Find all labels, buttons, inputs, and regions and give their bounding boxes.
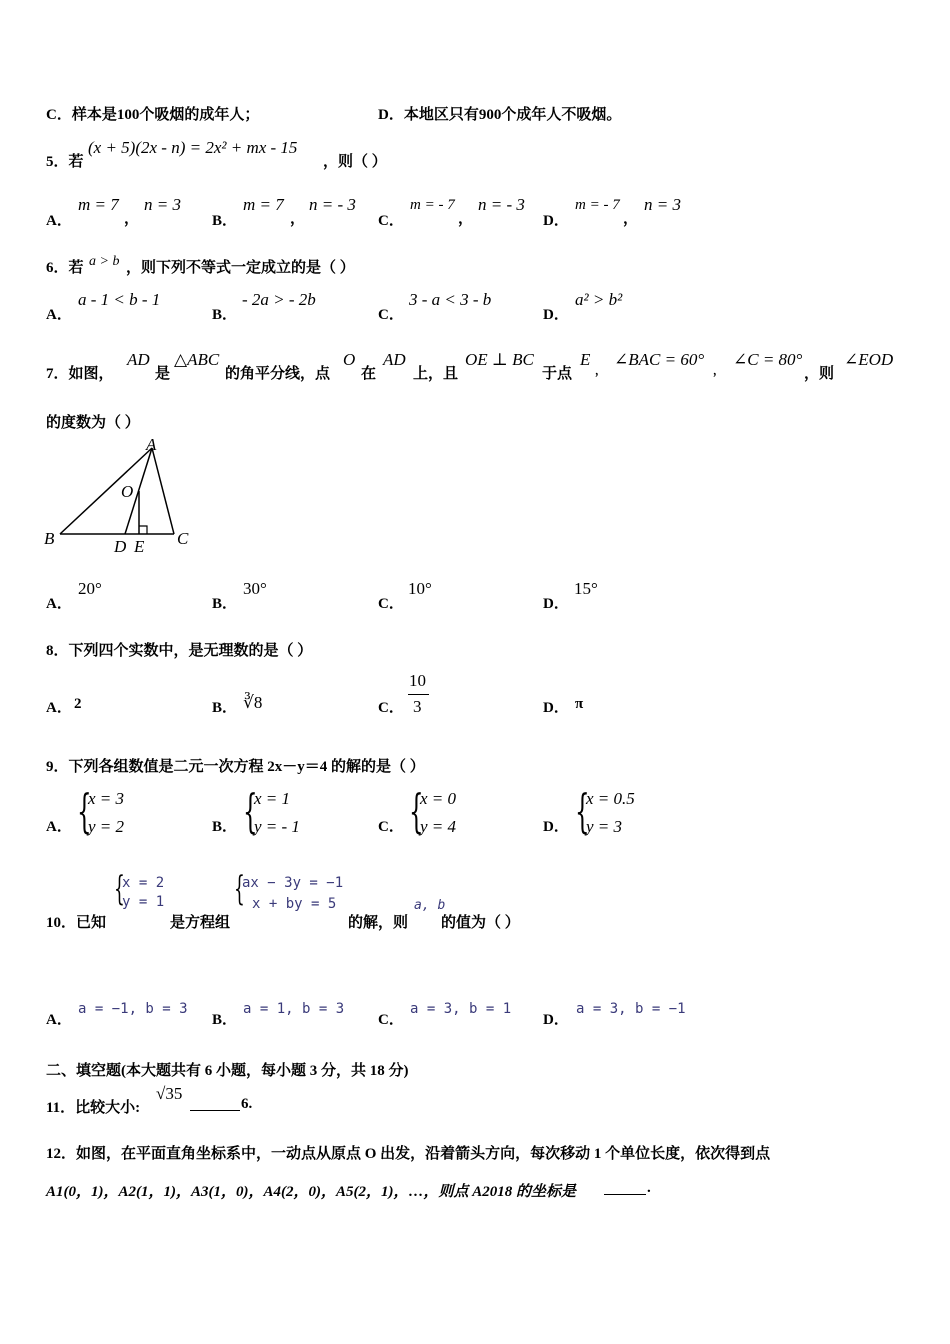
q7-option-b-label: B．	[212, 596, 238, 612]
q5-number: 5．若	[46, 154, 84, 170]
q7-e: E	[580, 350, 591, 369]
q6-option-c-expr: 3 - a < 3 - b	[409, 290, 492, 309]
q10-number: 10．已知	[46, 915, 107, 931]
q8-option-c-label: C．	[378, 700, 404, 716]
q7-triangle-figure	[40, 438, 200, 558]
q7-option-d-label: D．	[543, 596, 569, 612]
q5-expression: (x + 5)(2x - n) = 2x² + mx - 15	[88, 138, 298, 157]
q6-condition: a > b	[89, 254, 120, 269]
q9-option-c-y: y = 4	[420, 817, 457, 836]
q5-option-a-n: n = 3	[144, 195, 181, 214]
q5-option-a-m: m = 7	[78, 195, 119, 214]
q7-option-c-label: C．	[378, 596, 404, 612]
q8-option-c-fraction-bar	[408, 694, 429, 695]
q6-option-d-expr: a² > b²	[575, 290, 623, 309]
fig-label-d: D	[114, 537, 127, 556]
section-2-title: 二、填空题(本大题共有 6 小题，每小题 3 分，共 18 分)	[46, 1063, 409, 1079]
q5-option-a-sep: ，	[124, 211, 140, 227]
q7-option-d-val: 15°	[574, 579, 598, 598]
q10-option-b-label: B．	[212, 1012, 238, 1028]
q7-ad: AD	[127, 350, 150, 369]
q6-option-a-label: A．	[46, 307, 72, 323]
q9-option-a-label: A．	[46, 819, 72, 835]
q10-tail: 的值为（ ）	[441, 915, 520, 931]
q5-option-c-m: m = - 7	[410, 197, 455, 213]
fig-right-angle-mark	[139, 526, 147, 534]
fig-label-e: E	[134, 537, 145, 556]
q12-points: A1(0，1)，A2(1，1)，A3(1，0)，A4(2，0)，A5(2，1)，…，则点 A2018 的坐标是	[46, 1184, 576, 1200]
q9-option-c-x: x = 0	[420, 789, 457, 808]
q6-option-d-label: D．	[543, 307, 569, 323]
q11-radical: √35	[156, 1084, 183, 1103]
q9-option-d-label: D．	[543, 819, 569, 835]
q8-option-d-val: π	[575, 696, 584, 712]
q8-option-b-val: ∛8	[243, 693, 263, 712]
q10-solution-x: x = 2	[122, 875, 165, 891]
q7-angle-bac: ∠BAC = 60°	[614, 350, 705, 369]
q11-text: 11．比较大小:	[46, 1100, 141, 1116]
q6-option-a-expr: a - 1 < b - 1	[78, 290, 161, 309]
q8-option-d-label: D．	[543, 700, 569, 716]
q10-option-c-val: a = 3, b = 1	[410, 1001, 512, 1017]
q5-option-d-label: D．	[543, 213, 569, 229]
fig-side-ac	[152, 448, 174, 534]
q10-option-a-label: A．	[46, 1012, 72, 1028]
q10-mid2: 的解，则	[348, 915, 409, 931]
q5-option-b-sep: ，	[290, 211, 306, 227]
q9-option-c-brace: {	[409, 784, 424, 838]
q10-eq1: ax − 3y = −1	[242, 875, 344, 891]
q9-option-b-label: B．	[212, 819, 238, 835]
q8-option-c-den: 3	[413, 697, 422, 716]
q7-perp: OE ⊥ BC	[465, 350, 534, 369]
q6-number: 6．若	[46, 260, 84, 276]
q5-option-c-n: n = - 3	[478, 195, 525, 214]
fig-label-b: B	[44, 529, 55, 548]
q5-option-d-n: n = 3	[644, 195, 681, 214]
q5-option-a-label: A．	[46, 213, 72, 229]
q7-shang: 上，且	[413, 366, 459, 382]
fig-label-o: O	[121, 482, 134, 501]
q8-option-b-label: B．	[212, 700, 238, 716]
q9-option-b-brace: {	[243, 784, 258, 838]
q7-triangle: △ABC	[174, 350, 220, 369]
q7-o: O	[343, 350, 356, 369]
q5-option-b-n: n = - 3	[309, 195, 356, 214]
q9-option-a-brace: {	[77, 784, 92, 838]
q7-text1: 的角平分线，点	[225, 366, 331, 382]
q9-option-a-y: y = 2	[88, 817, 125, 836]
q9-option-c-label: C．	[378, 819, 404, 835]
q8-title: 8．下列四个实数中，是无理数的是（ ）	[46, 643, 313, 659]
q10-solution-y: y = 1	[122, 894, 165, 910]
q5-option-d-m: m = - 7	[575, 197, 620, 213]
q6-option-b-expr: - 2a > - 2b	[242, 290, 316, 309]
q9-option-d-brace: {	[575, 784, 590, 838]
q7-shi: 是	[155, 366, 171, 382]
q5-tail: ，则（ ）	[323, 154, 387, 170]
q5-option-c-sep: ，	[458, 211, 474, 227]
q12-end: .	[647, 1180, 651, 1196]
q7-ad2: AD	[383, 350, 406, 369]
q8-option-a-val: 2	[74, 696, 82, 712]
q11-answer-blank[interactable]	[190, 1110, 240, 1111]
q5-option-b-label: B．	[212, 213, 238, 229]
fig-label-a: A	[146, 438, 157, 454]
q8-option-c-num: 10	[409, 671, 426, 690]
q6-option-c-label: C．	[378, 307, 404, 323]
q7-option-c-val: 10°	[408, 579, 432, 598]
prev-option-d: D．本地区只有900个成年人不吸烟。	[378, 107, 622, 123]
q10-option-a-val: a = −1, b = 3	[78, 1001, 188, 1017]
q6-option-b-label: B．	[212, 307, 238, 323]
q8-option-a-label: A．	[46, 700, 72, 716]
q12-line1: 12．如图，在平面直角坐标系中，一动点从原点 O 出发，沿着箭头方向，每次移动 1 个单位长度，依次得到点	[46, 1146, 771, 1162]
q7-ze: ，则	[804, 366, 835, 382]
q5-option-d-sep: ，	[623, 211, 639, 227]
q10-ab: a, b	[414, 898, 446, 913]
q9-title: 9．下列各组数值是二元一次方程 2x－y＝4 的解的是（ ）	[46, 759, 425, 775]
q9-option-d-y: y = 3	[586, 817, 623, 836]
q6-tail: ，则下列不等式一定成立的是（ ）	[126, 260, 355, 276]
q10-eq2: x + by = 5	[252, 896, 337, 912]
q10-option-d-val: a = 3, b = −1	[576, 1001, 686, 1017]
q7-line2: 的度数为（ ）	[46, 415, 140, 431]
q10-system-brace: {	[234, 869, 245, 909]
q7-zai: 在	[361, 366, 377, 382]
q7-number: 7．如图，	[46, 366, 114, 382]
fig-label-c: C	[177, 529, 189, 548]
q7-option-b-val: 30°	[243, 579, 267, 598]
q7-yu: 于点	[542, 366, 573, 382]
q7-option-a-label: A．	[46, 596, 72, 612]
q9-option-a-x: x = 3	[88, 789, 125, 808]
q10-mid: 是方程组	[170, 915, 231, 931]
q10-option-d-label: D．	[543, 1012, 569, 1028]
q7-angle-eod: ∠EOD	[844, 350, 894, 369]
q9-option-b-x: x = 1	[254, 789, 291, 808]
q11-tail: 6.	[241, 1096, 253, 1112]
q10-option-c-label: C．	[378, 1012, 404, 1028]
q12-answer-blank[interactable]	[604, 1194, 646, 1195]
q7-comma1: ，	[595, 365, 606, 377]
q10-option-b-val: a = 1, b = 3	[243, 1001, 345, 1017]
q10-solution-brace: {	[114, 869, 125, 909]
prev-option-c: C．样本是100个吸烟的成年人；	[46, 107, 260, 123]
q7-angle-c: ∠C = 80°	[733, 350, 803, 369]
q7-comma2: ，	[713, 365, 724, 377]
q9-option-d-x: x = 0.5	[586, 789, 635, 808]
q9-option-b-y: y = - 1	[254, 817, 300, 836]
q5-option-b-m: m = 7	[243, 195, 284, 214]
q7-option-a-val: 20°	[78, 579, 102, 598]
q5-option-c-label: C．	[378, 213, 404, 229]
